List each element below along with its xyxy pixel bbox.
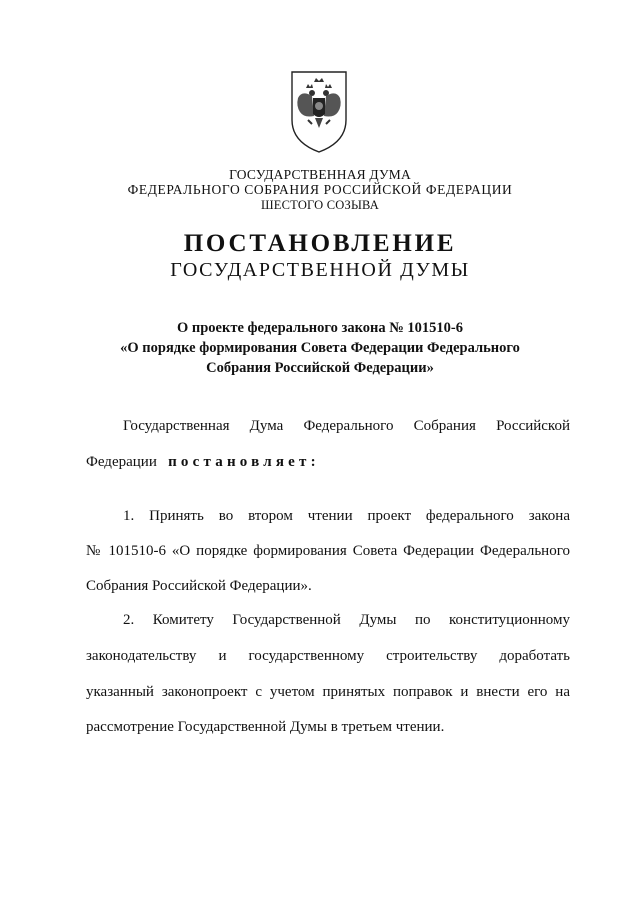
issuer-line-2: ФЕДЕРАЛЬНОГО СОБРАНИЯ РОССИЙСКОЙ ФЕДЕРАЦИИ	[127, 182, 513, 197]
convocation-line: ШЕСТОГО СОЗЫВА	[260, 198, 380, 212]
subject-line-3: Собрания Российской Федерации»	[206, 360, 434, 376]
item2-line-3: указанный законопроект с учетом принятых поправок и внести его на	[86, 684, 570, 700]
document-subtitle: ГОСУДАРСТВЕННОЙ ДУМЫ	[170, 259, 470, 281]
item1-line-2: № 101510-6 «О порядке формирования Совета Федерации Федерального	[86, 543, 570, 559]
resolves-word: постановляет:	[168, 454, 320, 470]
item2-line-4: рассмотрение Государственной Думы в третьем чтении.	[86, 719, 445, 735]
preamble-line-2	[86, 453, 320, 471]
subject-line-1: О проекте федерального закона № 101510-6	[176, 320, 464, 336]
subject-line-2: «О порядке формирования Совета Федерации Федерального	[120, 340, 520, 356]
coat-of-arms-emblem	[288, 68, 350, 156]
item1-line-1: 1. Принять во втором чтении проект федерального закона	[123, 508, 570, 524]
item1-line-3: Собрания Российской Федерации».	[86, 578, 312, 594]
item2-line-2: законодательству и государственному строительству доработать	[86, 648, 570, 664]
item2-line-1: 2. Комитету Государственной Думы по конституционному	[123, 612, 570, 628]
preamble-prefix: Федерации	[86, 454, 157, 470]
document-title: ПОСТАНОВЛЕНИЕ	[183, 230, 457, 257]
preamble-line-1: Государственная Дума Федерального Собрания Российской	[123, 418, 570, 434]
issuer-line-1: ГОСУДАРСТВЕННАЯ ДУМА	[229, 167, 411, 182]
